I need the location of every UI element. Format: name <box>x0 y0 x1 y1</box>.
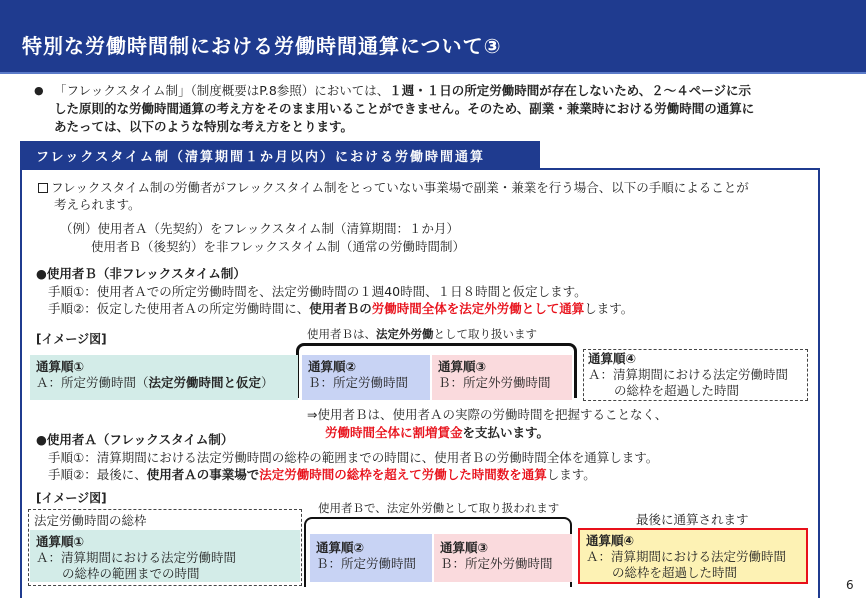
user-b-order-3: 通算順③ Ｂ：所定外労働時間 <box>432 355 572 400</box>
user-b-step-1: 手順①：使用者Ａでの所定労働時間を、法定労働時間の１週40時間、１日８時間と仮定します。 <box>48 284 587 299</box>
user-b-note-1: ⇒使用者Ｂは、使用者Ａの実際の労働時間を把握することなく、 <box>307 407 668 422</box>
user-a-order-2: 通算順② Ｂ：所定労働時間 <box>310 534 432 582</box>
user-a-step-1: 手順①：清算期間における法定労働時間の総枠の範囲までの時間に、使用者Ｂの労働時間全体を通算します。 <box>48 450 659 465</box>
user-a-order-3: 通算順③ Ｂ：所定外労働時間 <box>434 534 572 582</box>
page-title: 特別な労働時間制における労働時間通算について③ <box>22 34 502 58</box>
user-a-order-1: 通算順① Ａ：清算期間における法定労働時間 の総枠の範囲までの時間 <box>30 530 300 582</box>
user-b-note-2: 労働時間全体に割増賃金を支払います。 <box>325 425 550 440</box>
title-bar <box>0 0 866 74</box>
user-a-heading: ●使用者Ａ（フレックスタイム制） <box>36 432 234 447</box>
lead-line-1: フレックスタイム制の労働者がフレックスタイム制をとっていない事業場で副業・兼業を行う場合、以下の手順によることが <box>38 180 749 196</box>
intro-line-2: した原則的な労働時間通算の考え方をそのまま用いることができません。そのため、副業・兼業時における労働時間の通算に <box>54 101 755 116</box>
user-b-order-4: 通算順④ Ａ：清算期間における法定労働時間 の総枠を超過した時間 <box>588 351 789 398</box>
title-underline <box>0 72 866 74</box>
user-b-image-label: [イメージ図] <box>36 332 107 346</box>
user-b-bracket-label: 使用者Ｂは、法定外労働として取り扱います <box>307 327 537 341</box>
example-line-1: （例）使用者Ａ（先契約）をフレックスタイム制（清算期間：１か月） <box>60 221 460 236</box>
lead-line-2: 考えられます。 <box>54 197 141 212</box>
intro-line-3: あたっては、以下のような特別な考え方をとります。 <box>54 119 354 134</box>
user-a-step-2: 手順②：最後に、使用者Ａの事業場で法定労働時間の総枠を超えて労働した時間数を通算します。 <box>48 467 596 482</box>
intro-line-1: 「フレックスタイム制」（制度概要はP.8参照）においては、１週・１日の所定労働時間が存在しないため、２～４ページに示 <box>54 83 752 98</box>
checkbox-square-icon <box>38 183 48 193</box>
intro-paragraph <box>36 82 814 136</box>
user-b-heading: ●使用者Ｂ（非フレックスタイム制） <box>36 266 246 281</box>
user-a-image-label: [イメージ図] <box>36 491 107 505</box>
bullet-icon: ● <box>34 84 44 97</box>
page-number: 6 <box>846 578 854 592</box>
user-b-order-1: 通算順① Ａ：所定労働時間（法定労働時間と仮定） <box>30 355 298 400</box>
user-a-frame-label: 法定労働時間の総枠 <box>34 513 147 528</box>
user-a-order-4: 通算順④ Ａ：清算期間における法定労働時間 の総枠を超過した時間 <box>578 528 808 584</box>
example-line-2: 使用者Ｂ（後契約）を非フレックスタイム制（通常の労働時間制） <box>91 239 466 254</box>
user-b-order-2: 通算順② Ｂ：所定労働時間 <box>302 355 430 400</box>
user-a-last-label: 最後に通算されます <box>636 512 749 527</box>
section-heading: フレックスタイム制（清算期間１か月以内）における労働時間通算 <box>20 141 540 168</box>
user-a-bracket-label: 使用者Ｂで、法定外労働として取り扱われます <box>318 501 560 515</box>
user-b-step-2: 手順②：仮定した使用者Ａの所定労働時間に、使用者Ｂの労働時間全体を法定外労働として通算します。 <box>48 301 634 316</box>
